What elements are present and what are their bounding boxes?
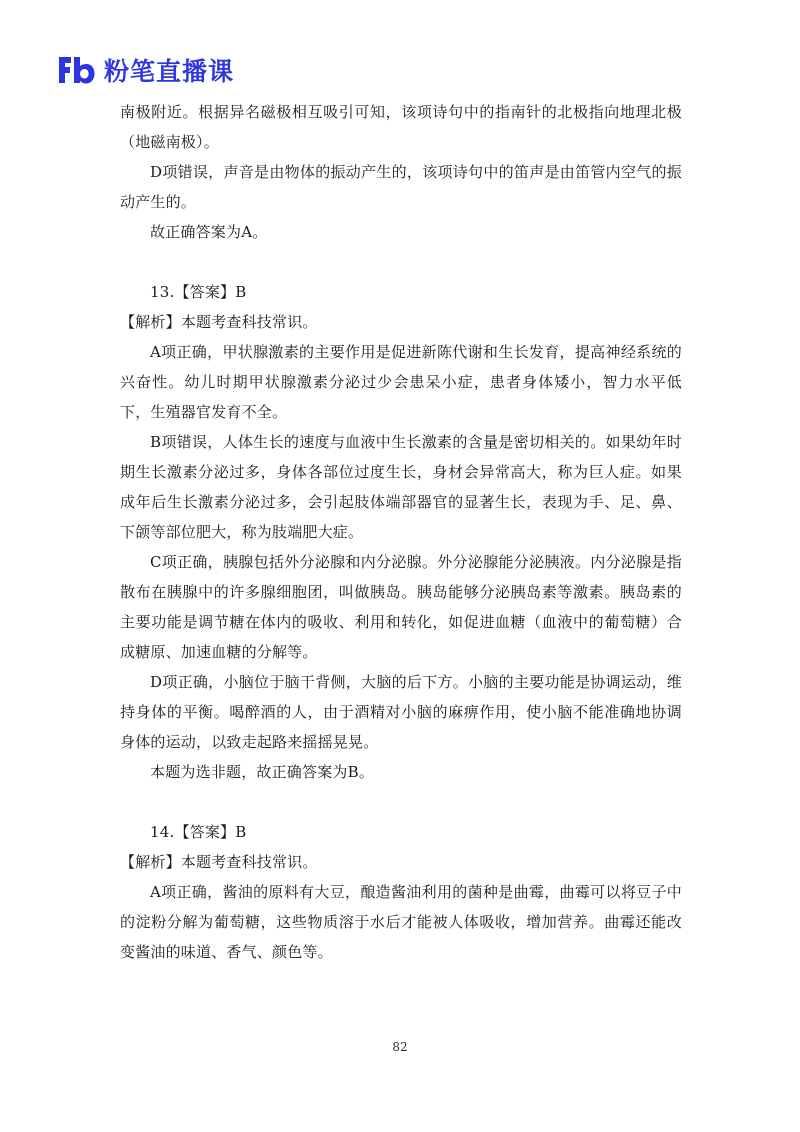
paragraph: D项正确，小脑位于脑干背侧，大脑的后下方。小脑的主要功能是协调运动，维持身体的平衡。喝醉酒的人，由于酒精对小脑的麻痹作用，使小脑不能准确地协调身体的运动，以致走起路来摇摇晃晃。 bbox=[120, 673, 682, 751]
brand-name: 粉笔直播课 bbox=[104, 57, 235, 86]
paragraph: B项错误，人体生长的速度与血液中生长激素的含量是密切相关的。如果幼年时期生长激素分泌过多，身体各部位过度生长，身材会异常高大，称为巨人症。如果成年后生长激素分泌过多，会引起肢体端部器官的显著生长，表现为手、足、鼻、下颌等部位肥大，称为肢端肥大症。 bbox=[120, 433, 682, 541]
page-number: 82 bbox=[392, 1040, 408, 1054]
analysis-heading: 【解析】本题考查科技常识。 bbox=[120, 313, 318, 331]
paragraph: 本题为选非题，故正确答案为B。 bbox=[150, 763, 375, 781]
analysis-heading: 【解析】本题考查科技常识。 bbox=[120, 853, 318, 871]
document-body bbox=[120, 97, 682, 967]
paragraph: C项正确，胰腺包括外分泌腺和内分泌腺。外分泌腺能分泌胰液。内分泌腺是指散布在胰腺中的许多腺细胞团，叫做胰岛。胰岛能够分泌胰岛素等激素。胰岛素的主要功能是调节糖在体内的吸收、利用和转化，如促进血糖（血液中的葡萄糖）合成糖原、加速血糖的分解等。 bbox=[120, 553, 682, 661]
question-answer-heading: 14.【答案】B bbox=[150, 823, 247, 841]
question-answer-heading: 13.【答案】B bbox=[150, 283, 247, 301]
paragraph: A项正确，甲状腺激素的主要作用是促进新陈代谢和生长发育，提高神经系统的兴奋性。幼儿时期甲状腺激素分泌过少会患呆小症，患者身体矮小，智力水平低下，生殖器官发育不全。 bbox=[120, 343, 682, 421]
paragraph: D项错误，声音是由物体的振动产生的，该项诗句中的笛声是由笛管内空气的振动产生的。 bbox=[120, 163, 682, 211]
paragraph: 南极附近。根据异名磁极相互吸引可知，该项诗句中的指南针的北极指向地理北极（地磁南极）。 bbox=[120, 103, 682, 151]
paragraph: 故正确答案为A。 bbox=[150, 223, 268, 241]
paragraph: A项正确，酱油的原料有大豆，酿造酱油利用的菌种是曲霉，曲霉可以将豆子中的淀粉分解为葡萄糖，这些物质溶于水后才能被人体吸收，增加营养。曲霉还能改变酱油的味道、香气、颜色等。 bbox=[120, 883, 682, 961]
header bbox=[56, 52, 234, 88]
fb-logo-icon bbox=[56, 54, 96, 86]
